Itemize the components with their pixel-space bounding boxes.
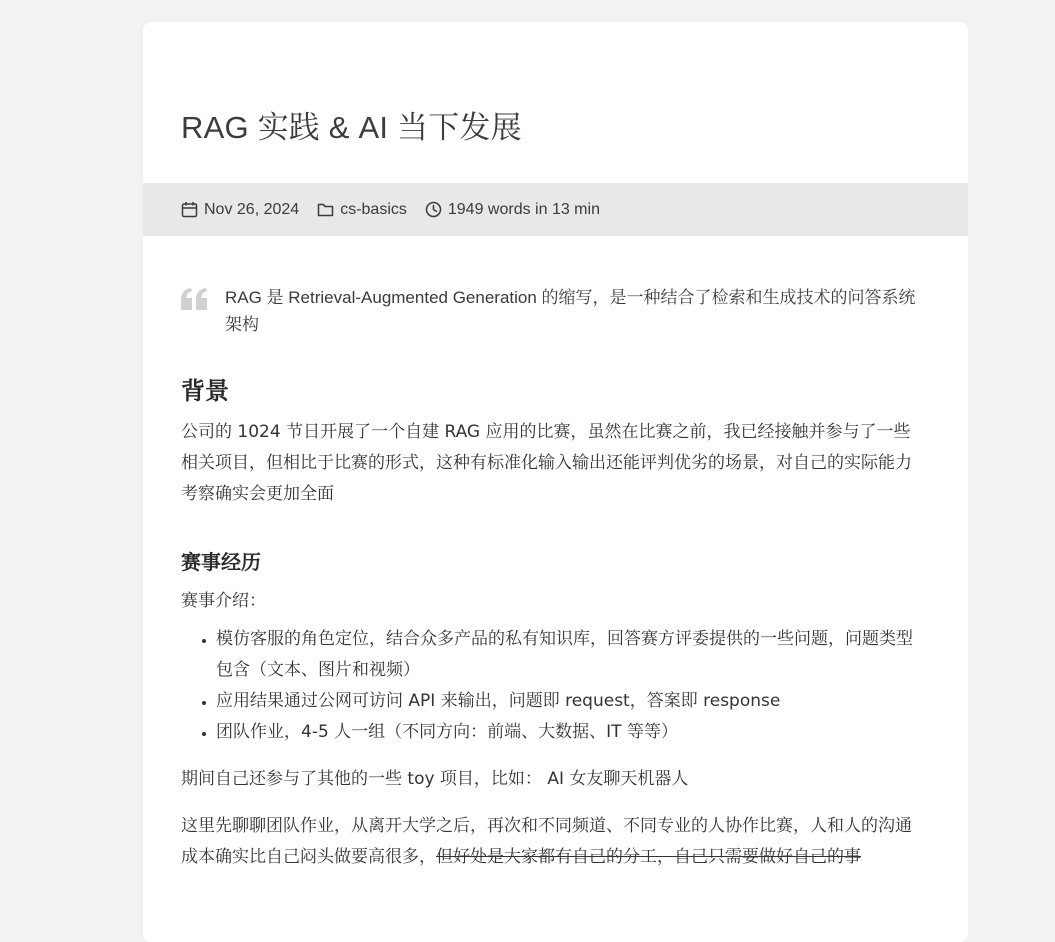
toy-projects-paragraph: 期间自己还参与了其他的一些 toy 项目，比如： AI 女友聊天机器人 [181, 769, 689, 789]
post-card [143, 22, 968, 942]
calendar-icon [181, 201, 198, 218]
heading-background: 背景 [181, 377, 229, 405]
list-item: • 模仿客服的角色定位，结合众多产品的私有知识库，回答赛方评委提供的一些问题，问题类型包含（文本、图片和视频） [216, 624, 926, 686]
meta-reading [425, 201, 600, 219]
post-content [181, 280, 926, 873]
list-item: • 应用结果通过公网可访问 API 来输出，问题即 request，答案即 response [216, 686, 926, 717]
meta-date [181, 201, 299, 219]
intro-quote [181, 284, 926, 338]
experience-list [181, 624, 926, 748]
teamwork-strikethrough-text: 但好处是大家都有自己的分工，自己只需要做好自己的事 [436, 847, 861, 867]
teamwork-paragraph [181, 811, 926, 873]
heading-experience: 赛事经历 [181, 550, 261, 574]
quote-icon [181, 288, 208, 310]
experience-intro: 赛事介绍： [181, 591, 266, 611]
teamwork-text: 这里先聊聊团队作业，从离开大学之后，再次和不同频道、不同专业的人协作比赛，人和人的沟通成本确实比自己闷头做要高很多， [181, 816, 912, 867]
post-title: RAG 实践 & AI 当下发展 [181, 110, 522, 145]
meta-category[interactable] [317, 201, 407, 219]
quote-text: RAG 是 Retrieval-Augmented Generation 的缩写，是一种结合了检索和生成技术的问答系统架构 [225, 288, 916, 334]
post-category-link[interactable]: cs-basics [340, 200, 407, 218]
list-item: • 团队作业，4-5 人一组（不同方向：前端、大数据、IT 等等） [216, 717, 926, 748]
clock-icon [425, 201, 442, 218]
post-date: Nov 26, 2024 [204, 200, 300, 218]
post-meta-bar [143, 183, 968, 236]
folder-icon [317, 201, 334, 218]
post-reading-time: 1949 words in 13 min [447, 200, 600, 218]
background-paragraph: 公司的 1024 节日开展了一个自建 RAG 应用的比赛，虽然在比赛之前，我已经接触并参与了一些相关项目，但相比于比赛的形式，这种有标准化输入输出还能评判优劣的场景，对自己的实际能力考察确实会更加全面 [181, 422, 912, 504]
